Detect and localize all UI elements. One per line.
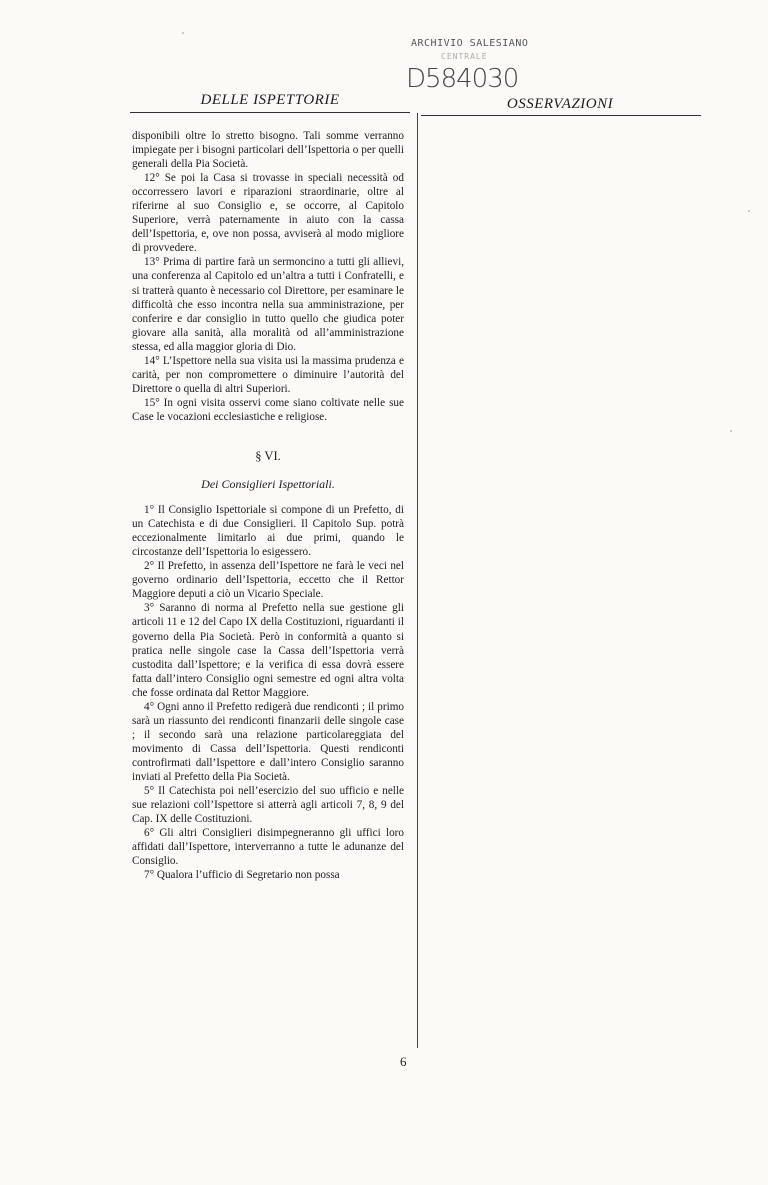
consiglieri-article-4: 4° Ogni anno il Prefetto redigerà due rendiconti ; il primo sarà un riassunto dei rendiconti finanzarii delle singole case ; il secondo sarà una relazione particolareggiata del movimento di Cassa dell’Ispettoria. Questi rendiconti controfirmati dall’Ispettore e dall’intero Consiglio saranno inviati al Prefetto della Pia Società. (132, 700, 404, 783)
consiglieri-article-1: 1° Il Consiglio Ispettoriale si compone di un Prefetto, di un Catechista e di due Consiglieri. Il Capitolo Sup. potrà eccezionalmente limitarlo ai due primi, quando le circostanze dell’Ispettoria lo esigessero. (132, 504, 404, 559)
article-15: 15° In ogni visita osservi come siano coltivate nelle sue Case le vocazioni ecclesiastiche e religiose. (132, 396, 404, 423)
article-14: 14° L’Ispettore nella sua visita usi la massima prudenza e carità, per non compromettere o diminuire l’autorità del Direttore o quella di altri Superiori. (132, 354, 404, 395)
consiglieri-article-7: 7° Qualora l’ufficio di Segretario non possa (144, 869, 340, 882)
header-rule-right (421, 115, 701, 116)
section-subtitle: Dei Consiglieri Ispettoriali. (201, 477, 335, 492)
paper-speck (182, 32, 184, 34)
paper-speck (730, 430, 732, 432)
header-rule-left (130, 112, 410, 113)
paragraph-continued: disponibili oltre lo stretto bisogno. Tali somme verranno impiegate per i bisogni particolari dell’Ispettoria o per quelli generali della Pia Società. (132, 130, 404, 171)
running-header-left: DELLE ISPETTORIE (200, 92, 340, 108)
consiglieri-article-5: 5° Il Catechista poi nell’esercizio del suo ufficio e nelle sue relazioni coll’Ispettore si atterrà agli articoli 7, 8, 9 del Cap. IX delle Costituzioni. (132, 785, 404, 826)
archive-stamp-subtitle: CENTRALE (441, 52, 488, 61)
archive-stamp: ARCHIVIO SALESIANO (411, 38, 529, 49)
main-text-column (132, 129, 404, 882)
page-number: 6 (400, 1054, 407, 1069)
consiglieri-article-6: 6° Gli altri Consiglieri disimpegneranno gli uffici loro affidati dall’Ispettore, interverranno a tutte le adunanze del Consiglio. (132, 827, 404, 868)
consiglieri-article-2: 2° Il Prefetto, in assenza dell’Ispettore ne farà le veci nel governo ordinario dell’Ispettoria, eccetto che il Rettor Maggiore deputi a ciò un Vicario Speciale. (132, 560, 404, 601)
running-header-right: OSSERVAZIONI (506, 96, 614, 112)
consiglieri-article-3: 3° Saranno di norma al Prefetto nella sue gestione gli articoli 11 e 12 del Capo IX della Costituzioni, riguardanti il governo della Pia Società. Però in conformità a quanto si pratica nelle singole case la Cassa dell’Ispettoria verrà custodita dall’Ispettore; e la verifica di essa dovrà essere fatta dall’intero Consiglio ogni semestre ed ogni altra volta che fosse ordinata dal Rettor Maggiore. (132, 602, 404, 699)
column-divider (417, 113, 418, 1048)
article-12: 12° Se poi la Casa si trovasse in speciali necessità od occorressero lavori e riparazioni straordinarie, oltre al riferirne al suo Consiglio e, se occorre, al Capitolo Superiore, verrà paternamente in aiuto con la cassa dell’Ispettoria, e, ove non possa, avviserà al modo migliore di provvedere. (132, 172, 404, 255)
section-heading: § VI. (255, 448, 281, 463)
paper-speck (748, 210, 750, 212)
archive-code: D584030 (406, 64, 519, 94)
article-13: 13° Prima di partire farà un sermoncino a tutti gli allievi, una conferenza al Capitolo ed un’altra a tutti i Confratelli, e si tratterà quanto è necessario col Direttore, per esaminare le difficoltà che esso incontra nella sua amministrazione, per conferire e dar consiglio in tutto quello che giudica poter giovare alla sanità, alla moralità od all’amministrazione stessa, ed alla maggior gloria di Dio. (132, 256, 404, 353)
